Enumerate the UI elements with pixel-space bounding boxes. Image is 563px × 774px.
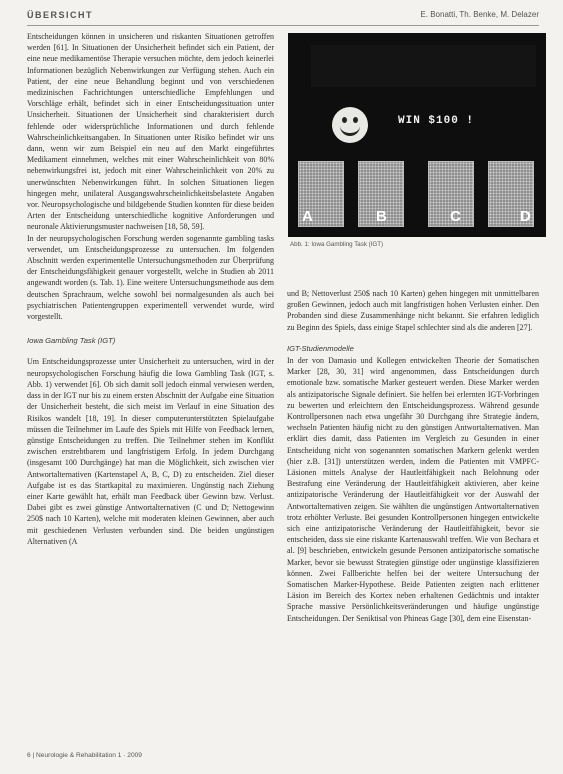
deck-label-d: D [520, 208, 531, 225]
section-title: ÜBERSICHT [27, 10, 94, 20]
win-banner: WIN $100 ! [398, 115, 475, 127]
header-rule [27, 25, 539, 26]
right-column [287, 288, 539, 624]
left-column [27, 31, 274, 547]
deck-label-c: C [450, 208, 461, 225]
section-heading: IGT-Studienmodelle [287, 343, 354, 353]
deck-label-a: A [302, 208, 313, 225]
author-line: E. Bonatti, Th. Benke, M. Delazer [420, 10, 539, 19]
figure-caption: Abb. 1: Iowa Gambling Task (IGT) [290, 241, 384, 248]
paragraph: In der von Damasio und Kollegen entwickelten Theorie der Somatischen Marker [28, 30, 31] wird angenommen, dass Entscheidungen durch emotionale bzw. somatische Marker gesteuert werden. Diese Marker werden als antizipatorische Signale definiert. Sie helfen bei erlernten IGT-Vorbringen zu bewerten und erleichtern den Entscheidungsprozess. Während gesunde Kontrollpersonen nach etwa ungefähr 30 Durchgang ihre Strategie ändern, wechseln Patienten häufig nicht zu den günstigen Antwortalternativen. Man erklärt dies damit, dass Patienten im Vergleich zu Gesunden in einer Entscheidung nicht von sogenannten somatischen Markern gelenkt werden (hier z.B. [31]) unterstützen werden, indem die Patienten mit VMPFC-Läsionen mittels Analyse der Hautleitfähigkeit nach Belohnung oder Bestrafung eine Veränderung der Hautleitfähigkeit aktivieren, aber keine antizipatorische Veränderung der Hautleitfähigkeit vor der Auswahl der Antwortalternativen zeigen. Sie wählten die ungünstigen Antwortalternativen trotz erhöhter Verluste. Bei gesunden Kontrollpersonen hingegen entwickelte sich eine antizipatorische Veränderung der Hautleitfähigkeit, bevor sie entscheiden, dass sie eine riskante Kartenauswahl treffen. Wie von Bechara et al. [9] beschrieben, entwickeln gesunde Personen antizipatorische somatische Marker, bevor sie bewusst Strategien günstige oder ungünstige klassifizieren können. Zwei Fallberichte helfen bei der weitere Untersuchung der Somatischen Marker-Hypothese. Beide Patienten zeigten nach erlittener Läsion im Bereich des Kortex neben erhaltenen Gedächtnis und intakter Sprache massive Persönlichkeitsveränderungen und häufige ungünstige Entscheidungen. Der Seniktisal von Phineas Gage [30], dem eine Eisenstan- [287, 356, 539, 623]
section-heading: Iowa Gambling Task (IGT) [27, 336, 116, 346]
paragraph: Um Entscheidungsprozesse unter Unsicherheit zu untersuchen, wird in der neuropsychologischen Forschung häufig die Iowa Gambling Task (IGT, s. Abb. 1) verwendet [6]. Ob sich damit soll jedoch einmal verwiesen werden, dass in der IGT nur bis zu einem ersten Abschnitt der Aufgabe eine Situation der Unsicherheit besteht, die sich meist im Verlauf in eine Situation des Risikos wandelt [18, 19]. In dieser computerunterstützten Spielaufgabe müssen die Teilnehmer im Laufe des Spiels mit Hilfe von Feedback lernen, günstige Entscheidungen zu treffen. Die Teilnehmer stehen im Konflikt zwischen erstrebtbarem und langfristigem Erfolg. In jedem Durchgang (insgesamt 100 Durchgänge) hat man die Möglichkeit, sich zwischen vier Antwortalternativen (Kartenstapel A, B, C, D) zu entscheiden. Ziel dieser Aufgabe ist es das Startkapital zu maximieren. Ungünstig nach Ziehung einer Karte gewählt hat, erhält man Feedback über Gewinn bzw. Verlust. Dabei gibt es zwei günstige Antwortalternativen (C und D; Nettogewinn 250$ nach 10 Karten), welche mit moderaten kleinen Gewinnen, aber auch mit geschiedenen Verlusten verbunden sind. Die beiden ungünstigen Alternativen (A [27, 357, 274, 546]
deck-label-b: B [376, 208, 387, 225]
igt-figure [288, 33, 546, 237]
smiley-face-icon [332, 107, 368, 143]
page-footer: 6 | Neurologie & Rehabilitation 1 · 2009 [27, 752, 142, 759]
paragraph: In der neuropsychologischen Forschung werden sogenannte gambling tasks verwendet, um Entscheidungsprozesse zu untersuchen. Im folgenden Abschnitt werden experimentelle Untersuchungsmethoden zur Überprüfung der Entscheidungsfähigkeit genauer vorgestellt, welche in Studien ab 2011 angewandt worden (s. Tab. 1). Eine weitere Untersuchungsmethode aus dem deutschen Sprachraum, welche sowohl bei normalgesunden als auch bei psychiatrischen Patientengruppen experimentell verwendet wurde, wird vorgestellt. [27, 233, 274, 322]
figure-top-panel [311, 45, 536, 87]
paragraph: und B; Nettoverlust 250$ nach 10 Karten) gehen hingegen mit unmittelbaren großen Gewinnen, jedoch auch mit langfristigen hohen Verlusten einher. Den Probanden sind diese Zusammenhänge nicht bekannt. Sie erfahren lediglich zu Beginn des Spiels, dass einige Stapel schlechter sind als die anderen [27]. [287, 289, 539, 332]
paragraph: Entscheidungen können in unsicheren und riskanten Situationen getroffen werden [61]. In Situationen der Unsicherheit befindet sich ein Patient, der eine neue medikamentöse Therapie versuchen möchte, dem jedoch keinerlei Informationen bezüglich Nebenwirkungen zur Verfügung stehen. Auch ein Patient, der eine neue Behandlung beginnt und von verschiedenen medizinischen Fachrichtungen unterschiedliche Empfehlungen und Vorschläge erhält, befindet sich in einer Entscheidungssituation unter Unsicherheit. Situationen der Unsicherheit sind charakterisiert durch fehlende oder widersprüchliche Informationen und durch fehlende Wahrscheinlichkeitsangaben. In Situationen unter Risiko befindet wir uns dann, wenn wir zum Beispiel ein neu auf den Markt eingeführtes Medikament einnehmen, welches mit einer Wahrscheinlichkeit von 80% nebenwirkungsfrei ist, jedoch mit einer Wahrscheinlichkeit von 20% zu unerwünschten Nebenwirkungen führt. In solchen Situationen liegen hingegen mehr, unilateral Ausgangswahrscheinlichkeitsbelastete Angaben vor. Neuropsychologische und bildgebende Studien konnten für diese beiden Arten der Entscheidung unterschiedliche kognitive Anforderungen und neuronale Aktivierungsmuster nachweisen [18, 58, 59]. [27, 32, 274, 232]
